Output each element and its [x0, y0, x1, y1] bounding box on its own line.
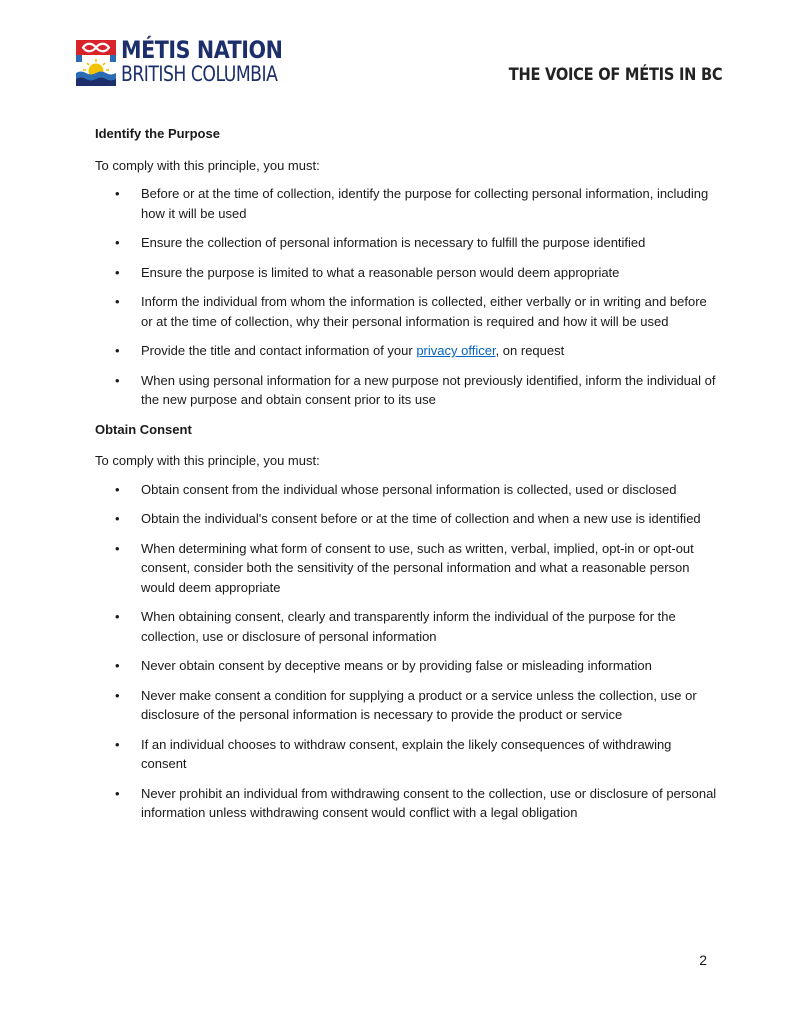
metis-nation-bc-logo [76, 36, 283, 90]
list-item: • When determining what form of consent to use, such as written, verbal, implied, opt-in or opt-out consent, consider both the sensitivity of the personal information and what a reasonable person would deem appropriate [95, 539, 717, 598]
section-heading: Obtain Consent [95, 421, 192, 437]
list-item: • Ensure the collection of personal information is necessary to fulfill the purpose identified [95, 233, 717, 253]
list-item-text: Provide the title and contact information of your [141, 343, 417, 358]
document-body [95, 124, 717, 833]
list-item: • If an individual chooses to withdraw consent, explain the likely consequences of withdrawing consent [95, 735, 717, 774]
list-item: • Never make consent a condition for supplying a product or a service unless the collection, use or disclosure of the personal information is necessary to provide the product or service [95, 686, 717, 725]
logo-title: MÉTIS NATION [121, 36, 283, 64]
list-item: • Never obtain consent by deceptive means or by providing false or misleading information [95, 656, 717, 676]
section-identify-purpose [95, 124, 717, 410]
list-item: • Obtain consent from the individual whose personal information is collected, used or disclosed [95, 480, 717, 500]
bullet-list [95, 184, 717, 410]
list-item: • When obtaining consent, clearly and transparently inform the individual of the purpose for the collection, use or disclosure of personal information [95, 607, 717, 646]
bullet-list [95, 480, 717, 823]
page-number: 2 [699, 952, 707, 968]
section-intro: To comply with this principle, you must: [95, 453, 320, 468]
section-intro: To comply with this principle, you must: [95, 157, 320, 173]
page-header [0, 0, 800, 110]
list-item: • Before or at the time of collection, identify the purpose for collecting personal information, including how it will be used [95, 184, 717, 223]
list-item: • Inform the individual from whom the information is collected, either verbally or in writing and before or at the time of collection, why their personal information is required and how it will be used [95, 292, 717, 331]
list-item: • Obtain the individual's consent before or at the time of collection and when a new use is identified [95, 509, 717, 529]
list-item [95, 341, 717, 361]
list-item: • Ensure the purpose is limited to what a reasonable person would deem appropriate [95, 263, 717, 283]
logo-subtitle: BRITISH COLUMBIA [121, 62, 278, 86]
section-obtain-consent [95, 420, 717, 823]
section-heading: Identify the Purpose [95, 126, 220, 141]
privacy-officer-link[interactable]: privacy officer [416, 343, 496, 358]
logo-emblem-icon [76, 40, 116, 86]
list-item-text: , on request [495, 343, 565, 358]
list-item: • When using personal information for a new purpose not previously identified, inform the individual of the new purpose and obtain consent prior to its use [95, 371, 717, 410]
header-tagline: THE VOICE OF MÉTIS IN BC [508, 65, 722, 85]
list-item: • Never prohibit an individual from withdrawing consent to the collection, use or disclosure of personal information unless withdrawing consent would conflict with a legal obligation [95, 784, 717, 823]
